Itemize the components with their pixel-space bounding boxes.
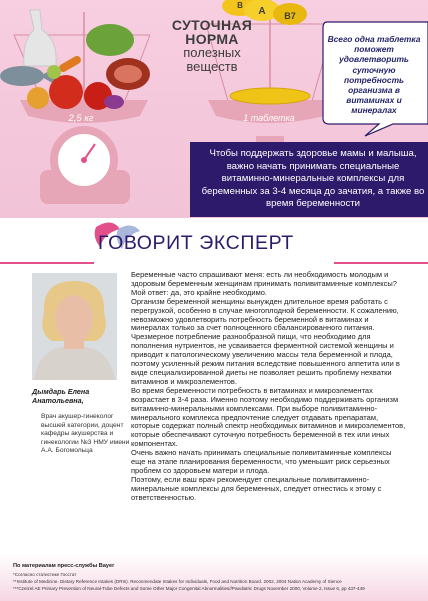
footnote: ***Czeizel AE Primary Prevention of Neural-Tube Defects and Some Other Major Congenital Abnormalities//Paediatric Drugs November 2000, Volume 2, Issue 6, pp 437-449 <box>13 586 365 591</box>
paragraph: Во время беременности потребность в витаминах и микроэлементах возрастает в 3-4 раза. Именно поэтому необходимо поддерживать организм витаминно-минеральными комплексами. При выборе поливитаминно-минерального комплекса предпочтение следует отдавать препаратам, которые содержат полный спектр необходимых витаминов и микроэлементов, которые обеспечивают суточную потребность беременной в тех или иных компонентах. <box>131 385 406 449</box>
vitamin-a-label: A <box>258 6 266 17</box>
left-weight-label: 2,5 кг <box>68 113 94 124</box>
paragraph: Беременные часто спрашивают меня: есть ли необходимость молодым и здоровым беременным женщинам принимать поливитаминные комплексы? Мой ответ: да, это крайне необходимо. <box>131 270 397 297</box>
title-line-2: НОРМА <box>185 31 239 47</box>
header-stripe-right <box>334 262 428 264</box>
paragraph: Поэтому, если ваш врач рекомендует специальные поливитаминно-минеральные комплексы для беременных, следует отнестись к этому с ответственностью. <box>131 474 382 502</box>
infographic-title <box>156 18 268 74</box>
paragraph: Чрезмерное потребление разнообразной пищи, что необходимо для пополнения нутриентов, не усваивается ферментной системой женщины и приводит к патологическому увеличению массы тела беременной и плода, поэтому усиленный режим питания вследствие повышенного аппетита или в виде специализированной диеты не позволяет решить проблему нехватки витаминов и микроэлементов. <box>131 332 400 386</box>
title-line-1: СУТОЧНАЯ <box>171 17 253 33</box>
expert-name: Дымдарь Елена Анатольевна, <box>32 387 90 405</box>
footer-source: По материалам пресс-службы Bayer <box>13 563 115 569</box>
page-title: ГОВОРИТ ЭКСПЕРТ <box>98 232 294 254</box>
banner-text: Чтобы поддержать здоровье мамы и малыша, важно начать принимать специальные витаминно-минеральные комплексы для беременных за 3-4 месяца до зачатия, а также во время беременности <box>201 148 425 210</box>
vitamin-b-label: B <box>237 1 243 10</box>
expert-photo-icon <box>32 273 117 380</box>
expert-bio: Врач акушер-гинеколог высшей категории, доцент кафедры акушерства и гинекологии №3 НМУ имени А.А. Богомольца <box>41 413 130 455</box>
bubble-text: Всего одна таблетка поможет удовлетворить суточную потребность организма в витаминах и минералах <box>327 34 421 116</box>
right-weight-label: 1 таблетка <box>243 113 295 123</box>
article-body <box>131 271 407 503</box>
title-line-4: веществ <box>186 59 238 74</box>
header-stripe-left <box>0 262 94 264</box>
paragraph: Организм беременной женщины вынужден длительное время работать с перегрузкой, особенно в случае многоплодной беременности. К сожалению, невозможно удовлетворить потребность беременной в витаминах и минералах только за счет полноценного сбалансированного питания. <box>131 296 399 333</box>
paragraph: Очень важно начать принимать специальные поливитаминные комплексы еще на этапе планирования беременности, что уменьшит риск серьезных проблем со здоровьем матери и плода. <box>131 448 392 475</box>
vitamin-b7-label: B7 <box>284 11 296 21</box>
footer <box>0 553 428 601</box>
footnote: *Согласно статистике Госстат <box>13 572 77 577</box>
footnote: **Institute of Medicine. Dietary Reference Intakes (DRIs). Reconmendate Intakes for Individuals, Food and Nutrition Board. 2002, 2004 Nation Academy of Sience <box>13 579 342 584</box>
title-line-3: полезных <box>183 45 241 60</box>
